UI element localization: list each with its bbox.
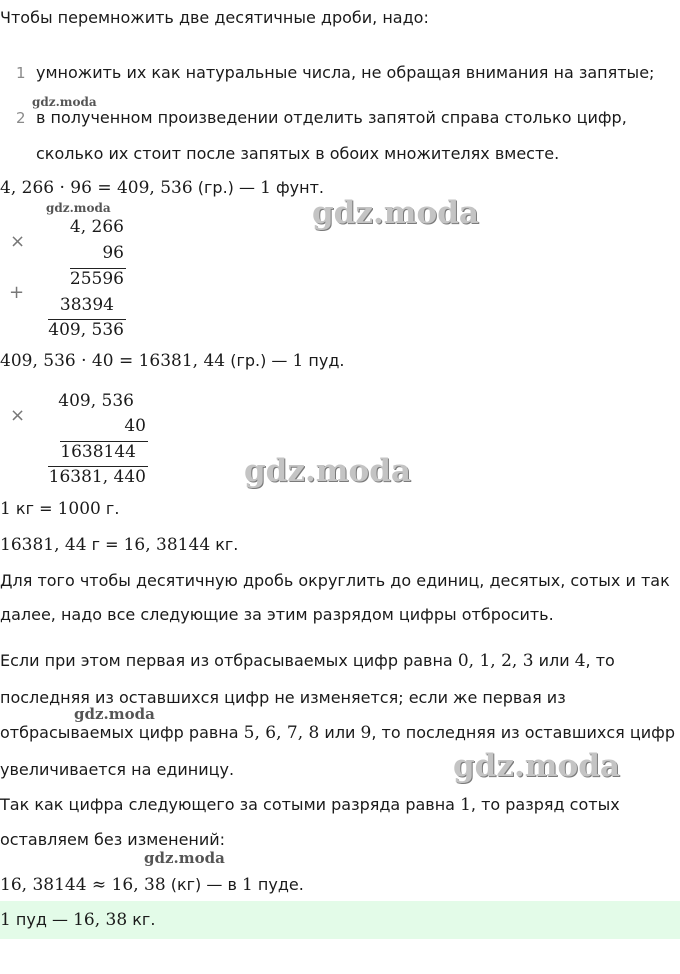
equation-g-to-kg bbox=[0, 535, 238, 555]
answer-text bbox=[0, 910, 155, 930]
rounding-rule-line-1 bbox=[0, 651, 615, 671]
equation-number: 1 bbox=[260, 178, 271, 198]
rounding-rule-line-2: последняя из оставшихся цифр не изменяется; если же первая из bbox=[0, 688, 566, 707]
math: 1 bbox=[0, 910, 11, 930]
partial-product-2: 38394 bbox=[59, 295, 114, 315]
partial-product: 1638144 bbox=[60, 442, 136, 462]
equation-tail: г. bbox=[100, 499, 120, 518]
text: Так как цифра следующего за сотыми разряда равна bbox=[0, 795, 461, 814]
equation-math: 4, 266 · 96 = 409, 536 bbox=[0, 178, 193, 198]
multiplicand: 409, 536 bbox=[58, 391, 134, 411]
equation-number: 1 bbox=[292, 351, 304, 371]
rule-number-2: 2 bbox=[16, 109, 26, 127]
text: отбрасываемых цифр равна bbox=[0, 723, 244, 742]
equation-unit: (кг) — в bbox=[165, 875, 242, 894]
watermark-small: gdz.moda bbox=[46, 201, 111, 215]
equation-tail: пуд. bbox=[303, 351, 345, 370]
equation-number: 1 bbox=[241, 875, 253, 895]
plus-sign: + bbox=[9, 282, 25, 303]
watermark-large: gdz.moda bbox=[453, 748, 620, 784]
math: 1 bbox=[460, 795, 471, 815]
multiplier: 40 bbox=[124, 416, 146, 436]
math: 9 bbox=[360, 723, 372, 743]
rounding-rule-line-3 bbox=[0, 723, 675, 743]
equation-math: 16381, 44 bbox=[0, 535, 87, 555]
text: , то последняя из оставшихся цифр bbox=[371, 723, 675, 742]
rounding-paragraph-line-1: Для того чтобы десятичную дробь округлить до единиц, десятых, сотых и так bbox=[0, 571, 670, 590]
product-result: 409, 536 bbox=[48, 320, 124, 340]
equation-unit: (гр.) — bbox=[225, 351, 293, 370]
watermark-small: gdz.moda bbox=[144, 849, 225, 867]
equation-tail: фунт. bbox=[270, 178, 324, 197]
partial-product-1: 25596 bbox=[69, 269, 124, 289]
conclusion-line-1 bbox=[0, 795, 620, 815]
equation-kg-to-g bbox=[0, 499, 119, 519]
conclusion-line-2: оставляем без изменений: bbox=[0, 830, 226, 849]
equation-unit: (гр.) — bbox=[192, 178, 261, 197]
rule-text-1: умножить их как натуральные числа, не обращая внимания на запятые; bbox=[36, 63, 655, 82]
watermark-large: gdz.moda bbox=[244, 453, 411, 489]
rule-text-2: в полученном произведении отделить запятой справа столько цифр, bbox=[36, 108, 627, 127]
text: кг. bbox=[127, 910, 156, 929]
rounding-rule-line-4: увеличивается на единицу. bbox=[0, 760, 235, 779]
answer-box bbox=[0, 901, 680, 939]
multiply-sign: × bbox=[10, 231, 26, 252]
equation-math: 1 bbox=[0, 499, 11, 519]
watermark-small: gdz.moda bbox=[74, 705, 155, 723]
text: , то bbox=[585, 651, 615, 670]
equation-math: 409, 536 · 40 = 16381, 44 bbox=[0, 351, 226, 371]
math: 5, 6, 7, 8 bbox=[243, 723, 320, 743]
equation-math: 16, 38144 ≈ 16, 38 bbox=[0, 875, 166, 895]
equation-math-2: 1000 bbox=[57, 499, 101, 519]
text: пуд — bbox=[10, 910, 74, 929]
multiplier: 96 bbox=[102, 243, 124, 263]
multiplicand: 4, 266 bbox=[69, 217, 124, 237]
watermark-large: gdz.moda bbox=[312, 195, 479, 231]
equation-unit: кг = bbox=[10, 499, 58, 518]
watermark-small: gdz.moda bbox=[32, 95, 97, 109]
rule-number-1: 1 bbox=[16, 64, 26, 82]
equation-grams-to-pood bbox=[0, 351, 345, 371]
text: или bbox=[533, 651, 575, 670]
equation-tail: кг. bbox=[210, 535, 239, 554]
equation-rounding bbox=[0, 875, 304, 895]
math: 16, 38 bbox=[73, 910, 128, 930]
math: 4 bbox=[574, 651, 586, 671]
equation-grams-to-pound bbox=[0, 178, 324, 198]
text: или bbox=[319, 723, 361, 742]
product-result: 16381, 440 bbox=[48, 467, 146, 487]
rounding-paragraph-line-2: далее, надо все следующие за этим разрядом цифры отбросить. bbox=[0, 605, 554, 624]
math: 0, 1, 2, 3 bbox=[457, 651, 534, 671]
equation-tail: пуде. bbox=[252, 875, 304, 894]
text: Если при этом первая из отбрасываемых цифр равна bbox=[0, 651, 458, 670]
multiply-sign: × bbox=[10, 405, 26, 426]
intro-text: Чтобы перемножить две десятичные дроби, надо: bbox=[0, 8, 429, 27]
text: , то разряд сотых bbox=[470, 795, 620, 814]
equation-math-2: 16, 38144 bbox=[123, 535, 211, 555]
rule-text-2-continued: сколько их стоит после запятых в обоих множителях вместе. bbox=[36, 144, 560, 163]
equation-unit: г = bbox=[86, 535, 124, 554]
